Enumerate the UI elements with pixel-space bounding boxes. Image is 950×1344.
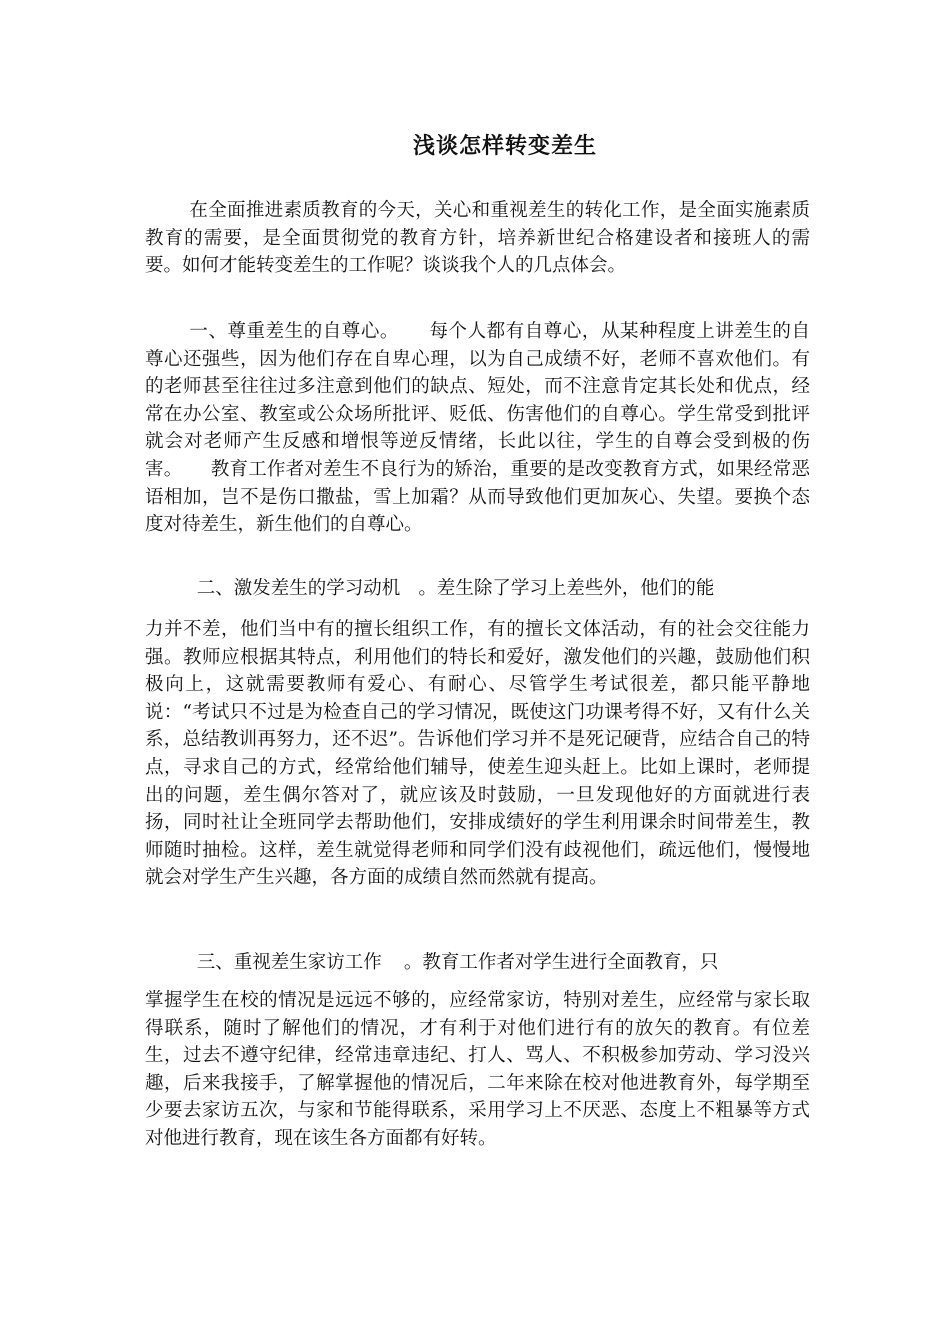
intro-paragraph: 在全面推进素质教育的今天，关心和重视差生的转化工作，是全面实施素质教育的需要，是全面贯彻党的教育方针，培养新世纪合格建设者和接班人的需要。如何才能转变差生的工作呢？谈谈我个人的几点体会。 [145, 200, 810, 277]
section3-body: 掌握学生在校的情况是远远不够的，应经常家访，特别对差生，应经常与家长取得联系，随时了解他们的情况，才有利于对他们进行有的放矢的教育。有位差生，过去不遵守纪律，经常违章违纪、打人、骂人、不积极参加劳动、学习没兴趣，后来我接手，了解掌握他的情况后，二年来除在校对他进教育外，每学期至少要去家访五次，与家和节能得联系，采用学习上不厌恶、态度上不粗暴等方式对他进行教育，现在该生各方面都有好转。 [145, 990, 810, 1149]
section1-heading: 一、尊重差生的自尊心。 [189, 321, 399, 342]
document-title: 浅谈怎样转变差生 [412, 134, 597, 159]
section2-first-line [145, 575, 810, 603]
section1-body: 每个人都有自尊心，从某种程度上讲差生的自尊心还强些，因为他们存在自卑心理，以为自己成绩不好，老师不喜欢他们。有的老师甚至往往过多注意到他们的缺点、短处，而不注意肯定其长处和优点，经常在办公室、教室或公众场所批评、贬低、伤害他们的自尊心。学生常受到批评就会对老师产生反感和增恨等逆反情绪，长此以往，学生的自尊会受到极的伤害。 [145, 321, 810, 480]
section1-body-continued: 教育工作者对差生不良行为的矫治，重要的是改变教育方式，如果经常恶语相加，岂不是伤口撒盐，雪上加霜？从而导致他们更加灰心、失望。要换个态度对待差生，新生他们的自尊心。 [145, 458, 810, 536]
section1-paragraph [145, 318, 810, 539]
section3-first-line-tail: 。教育工作者对学生进行全面教育，只 [403, 952, 719, 973]
section3-heading: 三、重视差生家访工作 [196, 952, 382, 973]
section2-heading: 二、激发差生的学习动机 [196, 578, 401, 599]
section2-first-line-tail: 。差生除了学习上差些外，他们的能 [418, 578, 715, 599]
section3-first-line [145, 949, 810, 977]
section2-body: 力并不差，他们当中有的擅长组织工作，有的擅长文体活动，有的社会交往能力强。教师应根据其特点，利用他们的特长和爱好，激发他们的兴趣，鼓励他们积极向上，这就需要教师有爱心、有耐心、尽管学生考试很差，都只能平静地说：“考试只不过是为检查自己的学习情况，既使这门功课考得不好，又有什么关系，总结教训再努力，还不迟”。告诉他们学习并不是死记硬背，应结合自己的特点，寻求自己的方式，经常给他们辅导，使差生迎头赶上。比如上课时，老师提出的问题，差生偶尔答对了，就应该及时鼓励，一旦发现他好的方面就进行表扬，同时社让全班同学去帮助他们，安排成绩好的学生利用课余时间带差生，教师随时抽检。这样，差生就觉得老师和同学们没有歧视他们，疏远他们，慢慢地就会对学生产生兴趣，各方面的成绩自然而然就有提高。 [145, 619, 810, 889]
